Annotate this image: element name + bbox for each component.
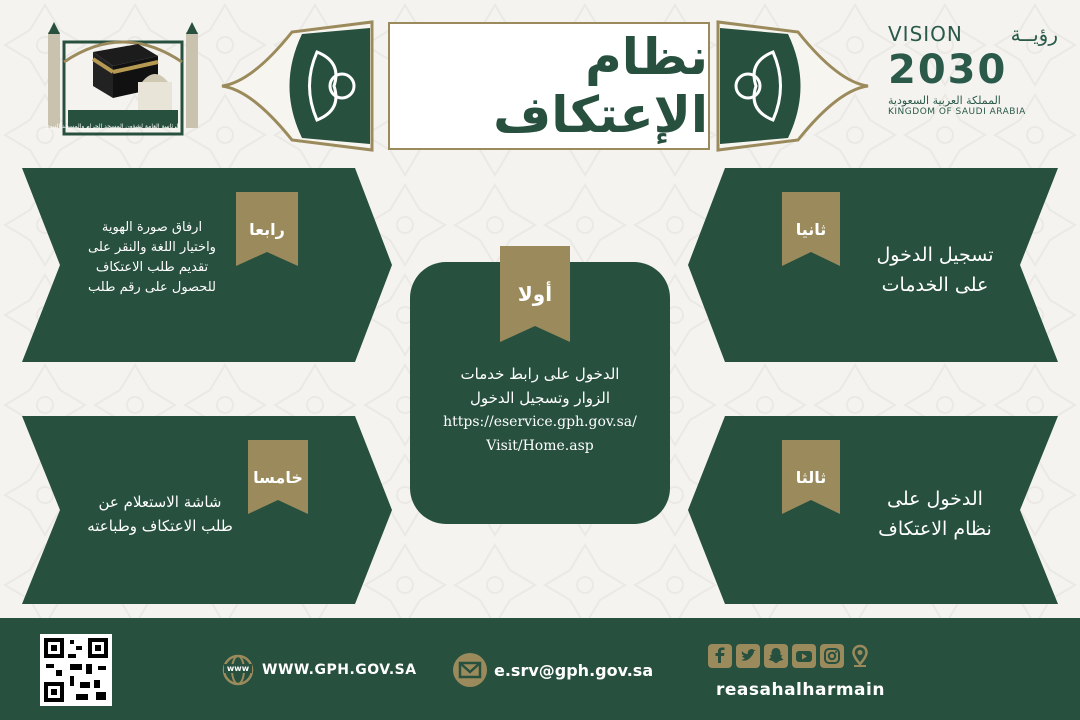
kingdom-name-en: KINGDOM OF SAUDI ARABIA	[888, 107, 1026, 117]
step-second-text: تسجيل الدخول على الخدمات	[876, 244, 994, 296]
footer	[0, 618, 1080, 720]
social-handle[interactable]: reasahalharmain	[716, 680, 885, 700]
step-fifth-text: شاشة الاستعلام عن طلب الاعتكاف وطباعته	[87, 493, 233, 535]
email-link[interactable]: e.srv@gph.gov.sa	[494, 661, 654, 680]
vision-word-ar: رؤيــة	[1010, 22, 1058, 46]
step-first-text: الدخول على رابط خدمات الزوار وتسجيل الدخول https://eservice.gph.gov.sa/ Visit/Home.asp	[410, 362, 670, 458]
tag-label-first: أولا	[517, 282, 553, 306]
instagram-icon[interactable]	[820, 644, 844, 668]
www-badge: www	[224, 664, 252, 673]
kingdom-name-ar: المملكة العربية السعودية	[888, 94, 1001, 107]
social-icons	[708, 644, 872, 668]
website-link[interactable]: WWW.GPH.GOV.SA	[262, 662, 417, 678]
vision-year: 2030	[888, 47, 1008, 93]
step-third-text: الدخول على نظام الاعتكاف	[878, 488, 992, 540]
qr-code-icon[interactable]	[40, 634, 112, 706]
snapchat-icon[interactable]	[764, 644, 788, 668]
eservice-link[interactable]: https://eservice.gph.gov.sa/	[443, 414, 637, 430]
facebook-icon[interactable]	[708, 644, 732, 668]
vision-word: VISION	[888, 22, 963, 46]
eservice-link-path[interactable]: Visit/Home.asp	[486, 438, 594, 454]
youtube-icon[interactable]	[792, 644, 816, 668]
tag-label-third: ثالثا	[795, 468, 827, 487]
location-pin-icon[interactable]	[848, 644, 872, 668]
tag-label-fourth: رابعا	[249, 220, 285, 239]
tag-label-fifth: خامسا	[253, 468, 303, 487]
tag-label-second: ثانيا	[795, 220, 827, 239]
page-title: نظام الإعتكاف	[493, 28, 708, 144]
step-fourth-text: ارفاق صورة الهوية واختيار اللغة والنقر على تقديم طلب الاعتكاف للحصول على رقم طلب	[88, 220, 216, 295]
logo-caption: الرئاسة العامة لشؤون المسجد الحرام والمسجد النبوي	[45, 123, 180, 130]
twitter-icon[interactable]	[736, 644, 760, 668]
email-icon	[452, 652, 488, 688]
